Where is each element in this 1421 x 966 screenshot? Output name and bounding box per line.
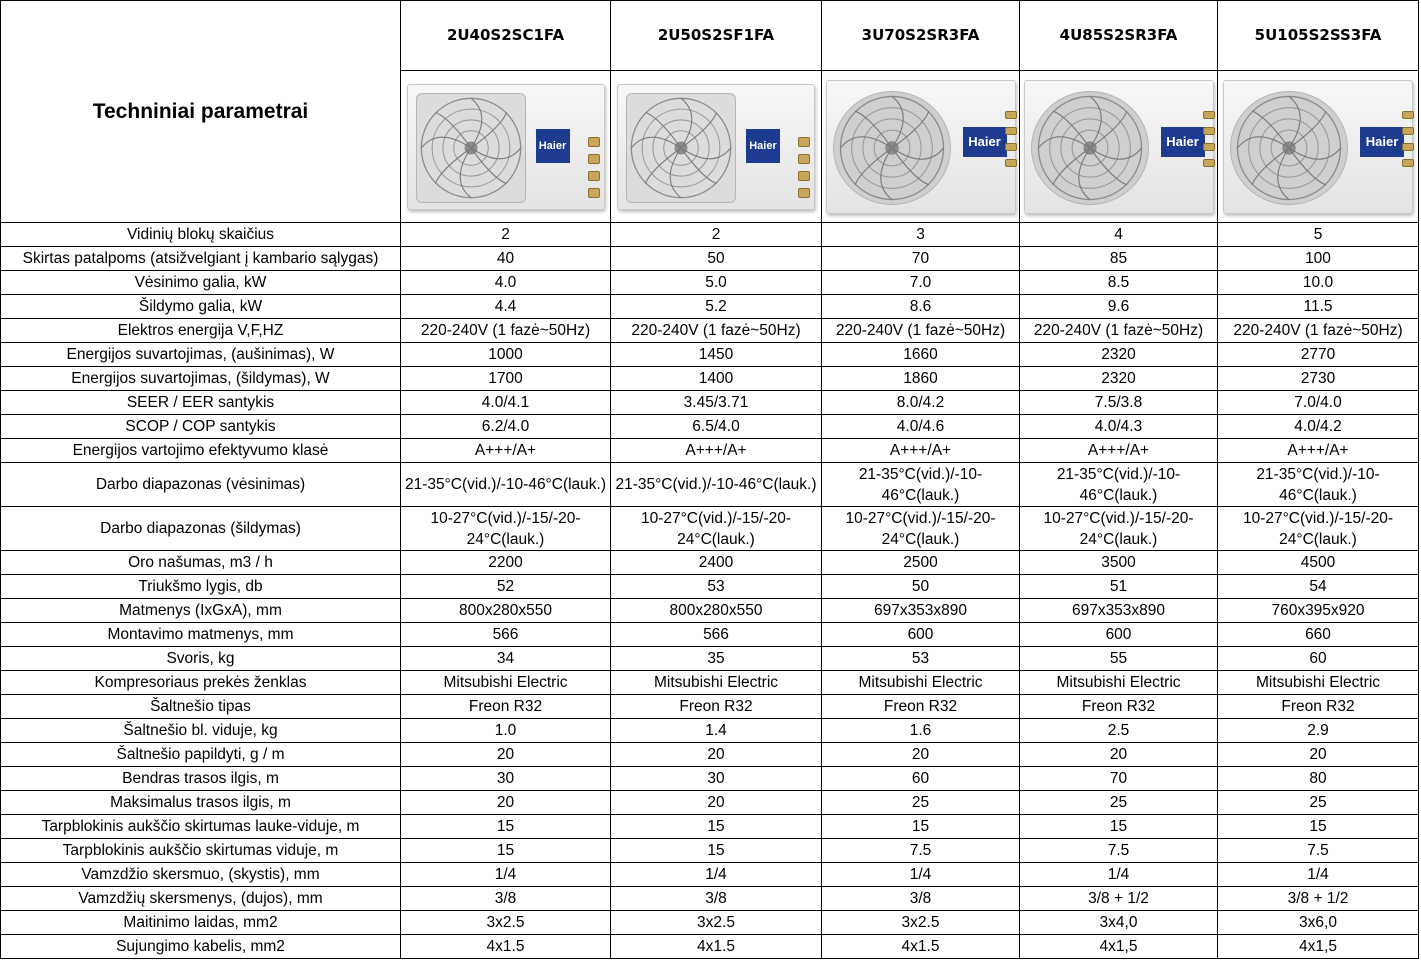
valve-connectors-icon — [798, 137, 810, 197]
parameter-value: 8.6 — [822, 295, 1020, 319]
table-row — [1, 863, 1419, 887]
table-row — [1, 271, 1419, 295]
parameter-value: 10-27°C(vid.)/-15/-20-24°C(lauk.) — [401, 507, 611, 551]
parameter-value: 220-240V (1 fazė~50Hz) — [1020, 319, 1218, 343]
parameter-label: Energijos vartojimo efektyvumo klasė — [1, 439, 401, 463]
parameter-value: 15 — [1020, 815, 1218, 839]
parameter-value: 52 — [401, 575, 611, 599]
parameter-value: 8.0/4.2 — [822, 391, 1020, 415]
model-name: 2U50S2SF1FA — [611, 1, 822, 71]
table-row — [1, 391, 1419, 415]
parameter-label: Tarpblokinis aukščio skirtumas lauke-viduje, m — [1, 815, 401, 839]
parameter-value: 800x280x550 — [611, 599, 822, 623]
parameter-value: 10-27°C(vid.)/-15/-20-24°C(lauk.) — [822, 507, 1020, 551]
table-row — [1, 647, 1419, 671]
parameter-value: 20 — [611, 743, 822, 767]
outdoor-unit-image — [1024, 80, 1214, 214]
parameter-value: 1.6 — [822, 719, 1020, 743]
parameter-value: 20 — [401, 743, 611, 767]
parameter-value: 1.0 — [401, 719, 611, 743]
parameter-value: 3.45/3.71 — [611, 391, 822, 415]
parameter-label: Skirtas patalpoms (atsižvelgiant į kambario sąlygas) — [1, 247, 401, 271]
parameter-label: Tarpblokinis aukščio skirtumas viduje, m — [1, 839, 401, 863]
parameter-value: Freon R32 — [1020, 695, 1218, 719]
parameter-value: 220-240V (1 fazė~50Hz) — [611, 319, 822, 343]
parameter-value: 15 — [401, 839, 611, 863]
parameter-value: 53 — [822, 647, 1020, 671]
parameter-label: Vamzdžių skersmenys, (dujos), mm — [1, 887, 401, 911]
parameter-value: 5.2 — [611, 295, 822, 319]
table-row — [1, 935, 1419, 959]
parameter-value: 30 — [611, 767, 822, 791]
parameter-value: 220-240V (1 fazė~50Hz) — [1218, 319, 1419, 343]
parameter-value: 7.5/3.8 — [1020, 391, 1218, 415]
parameter-value: 2320 — [1020, 343, 1218, 367]
parameter-value: 15 — [1218, 815, 1419, 839]
table-row — [1, 295, 1419, 319]
parameter-value: 2 — [611, 223, 822, 247]
product-image-cell — [1020, 71, 1218, 223]
parameter-value: 3/8 + 1/2 — [1020, 887, 1218, 911]
parameter-value: 7.0 — [822, 271, 1020, 295]
parameter-value: 15 — [611, 839, 822, 863]
parameter-value: 4.0/4.1 — [401, 391, 611, 415]
valve-connectors-icon — [1005, 111, 1017, 195]
fan-grille-icon — [1231, 92, 1347, 204]
parameter-value: 4x1,5 — [1020, 935, 1218, 959]
parameter-value: A+++/A+ — [822, 439, 1020, 463]
parameter-value: 3/8 — [401, 887, 611, 911]
parameter-value: 4x1.5 — [822, 935, 1020, 959]
valve-connectors-icon — [1402, 111, 1414, 195]
table-row — [1, 507, 1419, 551]
fan-icon — [1031, 91, 1149, 205]
parameter-value: 10-27°C(vid.)/-15/-20-24°C(lauk.) — [1218, 507, 1419, 551]
table-row — [1, 695, 1419, 719]
parameter-value: 7.5 — [1020, 839, 1218, 863]
parameter-value: 53 — [611, 575, 822, 599]
table-title: Techniniai parametrai — [1, 1, 401, 223]
parameter-value: 5 — [1218, 223, 1419, 247]
table-row — [1, 439, 1419, 463]
parameter-label: Šaltnešio tipas — [1, 695, 401, 719]
parameter-label: Svoris, kg — [1, 647, 401, 671]
table-row — [1, 415, 1419, 439]
brand-logo: Haier — [1161, 127, 1205, 157]
parameter-value: 9.6 — [1020, 295, 1218, 319]
parameter-value: 70 — [822, 247, 1020, 271]
table-row — [1, 343, 1419, 367]
parameter-value: 4x1.5 — [401, 935, 611, 959]
brand-logo: Haier — [1360, 127, 1404, 157]
parameter-value: 2770 — [1218, 343, 1419, 367]
parameter-value: 15 — [822, 815, 1020, 839]
parameter-label: Energijos suvartojimas, (aušinimas), W — [1, 343, 401, 367]
parameter-label: Matmenys (IxGxA), mm — [1, 599, 401, 623]
parameter-value: 20 — [822, 743, 1020, 767]
outdoor-unit-image — [826, 80, 1016, 214]
parameter-value: 1450 — [611, 343, 822, 367]
parameter-label: Triukšmo lygis, db — [1, 575, 401, 599]
parameter-value: 21-35°C(vid.)/-10-46°C(lauk.) — [1020, 463, 1218, 507]
parameter-value: 20 — [1218, 743, 1419, 767]
parameter-value: A+++/A+ — [401, 439, 611, 463]
parameter-value: 51 — [1020, 575, 1218, 599]
parameter-value: 20 — [611, 791, 822, 815]
table-row — [1, 911, 1419, 935]
parameter-label: Maksimalus trasos ilgis, m — [1, 791, 401, 815]
valve-connectors-icon — [588, 137, 600, 197]
parameter-label: Energijos suvartojimas, (šildymas), W — [1, 367, 401, 391]
table-row — [1, 791, 1419, 815]
parameter-label: SEER / EER santykis — [1, 391, 401, 415]
parameter-value: 7.5 — [822, 839, 1020, 863]
table-row — [1, 367, 1419, 391]
parameter-value: 3/8 — [611, 887, 822, 911]
fan-icon — [626, 93, 736, 203]
parameter-value: Freon R32 — [822, 695, 1020, 719]
table-row — [1, 623, 1419, 647]
table-row — [1, 463, 1419, 507]
parameter-value: 5.0 — [611, 271, 822, 295]
parameter-value: 566 — [401, 623, 611, 647]
parameter-value: 3 — [822, 223, 1020, 247]
parameter-value: 21-35°C(vid.)/-10-46°C(lauk.) — [822, 463, 1020, 507]
parameter-value: 3/8 + 1/2 — [1218, 887, 1419, 911]
parameter-value: 25 — [1020, 791, 1218, 815]
parameter-value: 70 — [1020, 767, 1218, 791]
parameter-value: 697x353x890 — [822, 599, 1020, 623]
parameter-label: Sujungimo kabelis, mm2 — [1, 935, 401, 959]
parameter-value: 1700 — [401, 367, 611, 391]
parameter-value: 7.5 — [1218, 839, 1419, 863]
parameter-value: 30 — [401, 767, 611, 791]
parameter-value: 11.5 — [1218, 295, 1419, 319]
parameter-value: 760x395x920 — [1218, 599, 1419, 623]
model-name: 5U105S2SS3FA — [1218, 1, 1419, 71]
parameter-value: Freon R32 — [611, 695, 822, 719]
parameter-value: 1/4 — [822, 863, 1020, 887]
parameter-value: 40 — [401, 247, 611, 271]
brand-logo: Haier — [746, 129, 780, 163]
parameter-value: 4.0/4.6 — [822, 415, 1020, 439]
parameter-value: 80 — [1218, 767, 1419, 791]
parameter-value: 1660 — [822, 343, 1020, 367]
parameter-label: Montavimo matmenys, mm — [1, 623, 401, 647]
fan-icon — [416, 93, 526, 203]
parameter-label: Vėsinimo galia, kW — [1, 271, 401, 295]
table-row — [1, 551, 1419, 575]
parameter-value: 85 — [1020, 247, 1218, 271]
outdoor-unit-image — [617, 84, 815, 210]
parameter-value: A+++/A+ — [1020, 439, 1218, 463]
parameter-label: Šaltnešio bl. viduje, kg — [1, 719, 401, 743]
parameter-label: Vidinių blokų skaičius — [1, 223, 401, 247]
fan-grille-icon — [417, 94, 525, 202]
parameter-value: 566 — [611, 623, 822, 647]
parameter-value: 3x2.5 — [611, 911, 822, 935]
table-row — [1, 839, 1419, 863]
parameter-value: 54 — [1218, 575, 1419, 599]
parameter-value: 4.0/4.2 — [1218, 415, 1419, 439]
parameter-value: 2400 — [611, 551, 822, 575]
parameter-value: 4500 — [1218, 551, 1419, 575]
valve-connectors-icon — [1203, 111, 1215, 195]
table-row — [1, 887, 1419, 911]
parameter-value: 15 — [401, 815, 611, 839]
parameter-value: 10-27°C(vid.)/-15/-20-24°C(lauk.) — [611, 507, 822, 551]
parameter-value: 2730 — [1218, 367, 1419, 391]
table-row — [1, 743, 1419, 767]
parameter-value: 660 — [1218, 623, 1419, 647]
parameter-value: 600 — [1020, 623, 1218, 647]
parameter-value: 1/4 — [1218, 863, 1419, 887]
table-row — [1, 719, 1419, 743]
parameter-value: 1860 — [822, 367, 1020, 391]
brand-logo: Haier — [536, 129, 570, 163]
fan-grille-icon — [627, 94, 735, 202]
parameter-value: 1.4 — [611, 719, 822, 743]
product-image-cell — [1218, 71, 1419, 223]
parameter-label: Šaltnešio papildyti, g / m — [1, 743, 401, 767]
parameter-value: 6.5/4.0 — [611, 415, 822, 439]
brand-logo: Haier — [963, 127, 1007, 157]
model-name: 4U85S2SR3FA — [1020, 1, 1218, 71]
parameter-value: 10-27°C(vid.)/-15/-20-24°C(lauk.) — [1020, 507, 1218, 551]
table-row — [1, 599, 1419, 623]
parameter-label: Elektros energija V,F,HZ — [1, 319, 401, 343]
parameter-value: Mitsubishi Electric — [822, 671, 1020, 695]
parameter-value: 220-240V (1 fazė~50Hz) — [822, 319, 1020, 343]
parameter-value: 34 — [401, 647, 611, 671]
parameter-value: 8.5 — [1020, 271, 1218, 295]
parameter-value: 697x353x890 — [1020, 599, 1218, 623]
parameter-value: 4x1,5 — [1218, 935, 1419, 959]
parameter-value: 1/4 — [611, 863, 822, 887]
parameter-value: 15 — [611, 815, 822, 839]
parameter-value: 60 — [1218, 647, 1419, 671]
parameter-value: A+++/A+ — [1218, 439, 1419, 463]
parameter-value: 3x2.5 — [822, 911, 1020, 935]
parameter-label: Darbo diapazonas (šildymas) — [1, 507, 401, 551]
outdoor-unit-image — [407, 84, 605, 210]
parameter-value: 21-35°C(vid.)/-10-46°C(lauk.) — [1218, 463, 1419, 507]
parameter-value: 2500 — [822, 551, 1020, 575]
parameter-label: Bendras trasos ilgis, m — [1, 767, 401, 791]
parameter-value: 35 — [611, 647, 822, 671]
parameter-value: 2.5 — [1020, 719, 1218, 743]
outdoor-unit-image — [1223, 80, 1413, 214]
parameter-value: 800x280x550 — [401, 599, 611, 623]
parameter-value: 3/8 — [822, 887, 1020, 911]
parameter-value: 2320 — [1020, 367, 1218, 391]
parameter-value: Freon R32 — [1218, 695, 1419, 719]
product-image-cell — [822, 71, 1020, 223]
parameter-value: 2200 — [401, 551, 611, 575]
parameter-value: 600 — [822, 623, 1020, 647]
parameter-value: 50 — [822, 575, 1020, 599]
parameter-value: 4.0/4.3 — [1020, 415, 1218, 439]
parameter-value: 1/4 — [401, 863, 611, 887]
parameter-label: Vamzdžio skersmuo, (skystis), mm — [1, 863, 401, 887]
parameter-label: Darbo diapazonas (vėsinimas) — [1, 463, 401, 507]
parameter-value: 1000 — [401, 343, 611, 367]
parameter-value: 21-35°C(vid.)/-10-46°C(lauk.) — [611, 463, 822, 507]
parameter-value: 60 — [822, 767, 1020, 791]
table-row — [1, 247, 1419, 271]
parameter-value: 4 — [1020, 223, 1218, 247]
parameter-value: 1/4 — [1020, 863, 1218, 887]
model-name: 2U40S2SC1FA — [401, 1, 611, 71]
parameter-label: Šildymo galia, kW — [1, 295, 401, 319]
parameter-value: 20 — [1020, 743, 1218, 767]
parameter-value: 6.2/4.0 — [401, 415, 611, 439]
parameter-value: 4x1.5 — [611, 935, 822, 959]
parameter-value: 4.0 — [401, 271, 611, 295]
parameter-value: 10.0 — [1218, 271, 1419, 295]
parameter-value: 20 — [401, 791, 611, 815]
fan-grille-icon — [834, 92, 950, 204]
parameter-value: 3x4,0 — [1020, 911, 1218, 935]
table-row — [1, 575, 1419, 599]
parameter-label: Maitinimo laidas, mm2 — [1, 911, 401, 935]
parameter-value: Mitsubishi Electric — [401, 671, 611, 695]
parameter-value: 55 — [1020, 647, 1218, 671]
parameter-value: 3500 — [1020, 551, 1218, 575]
parameter-value: 2 — [401, 223, 611, 247]
parameter-value: 3x6,0 — [1218, 911, 1419, 935]
parameter-value: 3x2.5 — [401, 911, 611, 935]
table-row — [1, 815, 1419, 839]
table-row — [1, 767, 1419, 791]
parameter-value: Mitsubishi Electric — [1020, 671, 1218, 695]
table-row — [1, 223, 1419, 247]
parameter-value: 220-240V (1 fazė~50Hz) — [401, 319, 611, 343]
fan-grille-icon — [1032, 92, 1148, 204]
fan-icon — [833, 91, 951, 205]
parameter-value: 4.4 — [401, 295, 611, 319]
parameter-value: 2.9 — [1218, 719, 1419, 743]
table-row — [1, 319, 1419, 343]
fan-icon — [1230, 91, 1348, 205]
parameter-value: 1400 — [611, 367, 822, 391]
parameter-value: Freon R32 — [401, 695, 611, 719]
parameter-value: 100 — [1218, 247, 1419, 271]
parameter-label: SCOP / COP santykis — [1, 415, 401, 439]
parameter-label: Kompresoriaus prekės ženklas — [1, 671, 401, 695]
parameter-value: 25 — [822, 791, 1020, 815]
table-row — [1, 671, 1419, 695]
model-name: 3U70S2SR3FA — [822, 1, 1020, 71]
parameter-value: Mitsubishi Electric — [1218, 671, 1419, 695]
product-image-cell — [611, 71, 822, 223]
parameter-value: 7.0/4.0 — [1218, 391, 1419, 415]
parameter-value: 21-35°C(vid.)/-10-46°C(lauk.) — [401, 463, 611, 507]
parameter-value: 25 — [1218, 791, 1419, 815]
parameter-value: A+++/A+ — [611, 439, 822, 463]
product-image-cell — [401, 71, 611, 223]
parameter-value: 50 — [611, 247, 822, 271]
parameter-label: Oro našumas, m3 / h — [1, 551, 401, 575]
parameter-value: Mitsubishi Electric — [611, 671, 822, 695]
model-header-row — [1, 1, 1419, 71]
